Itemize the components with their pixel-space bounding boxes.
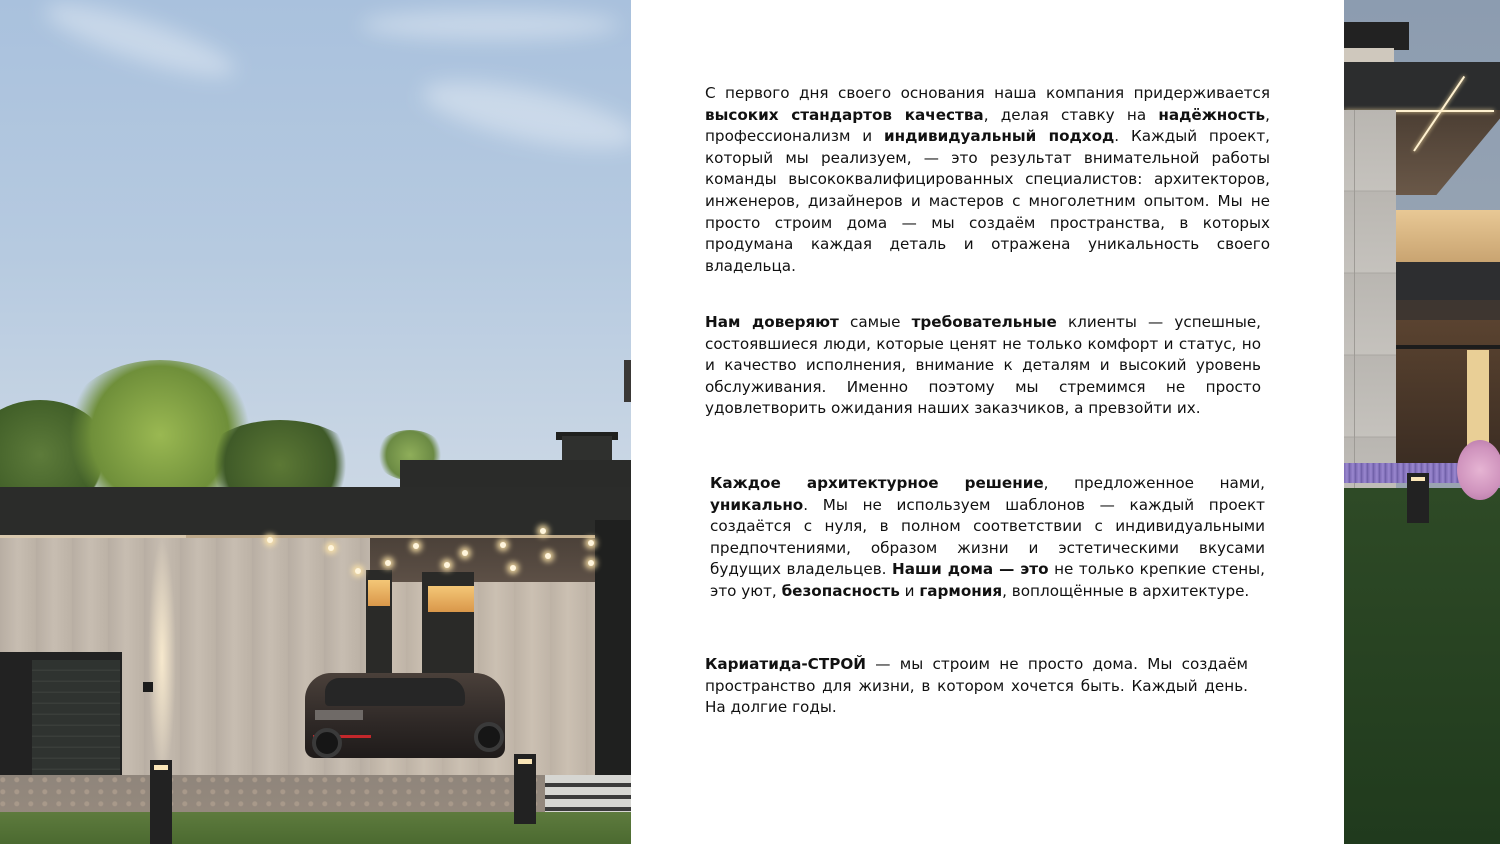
flowering-shrub <box>1457 440 1500 500</box>
roof-soffit <box>1394 110 1500 195</box>
window-light <box>1467 350 1489 450</box>
body-text: не только крепкие стены, это уют, <box>710 560 1265 600</box>
ceiling-light-icon <box>545 553 551 559</box>
body-text: — мы строим не просто дома. Мы создаём пространство для жизни, в котором хочется быть. Каждый день. На долгие годы. <box>705 655 1248 717</box>
emphasis-text: индивидуальный подход <box>883 127 1115 146</box>
balcony-band <box>1396 262 1500 300</box>
body-text: . Каждый проект, который мы реализуем, — это результат внимательной работы команды высококвалифицированных специалистов: архитекторов, инженеров, дизайнеров и мастеров с многолетним опытом. Мы не просто строим дома — мы создаём пространства, в которых продумана каждая деталь и отражена уникальность своего владельца. <box>705 127 1270 275</box>
wall-lamp-icon <box>143 682 153 692</box>
house-photo-left <box>0 0 631 844</box>
body-text: , предложенное нами, <box>1043 474 1265 492</box>
ceiling-light-icon <box>510 565 516 571</box>
wall-light-glow <box>148 538 176 778</box>
chimney-cap <box>1344 22 1409 50</box>
emphasis-text: Нам доверяют <box>705 313 839 331</box>
ceiling-light-icon <box>500 542 506 548</box>
garden-bollard-light <box>514 754 536 824</box>
door-window <box>428 586 474 612</box>
emphasis-text: уникально <box>710 495 804 514</box>
window-mullion <box>1396 345 1500 349</box>
body-text: и <box>899 581 920 600</box>
emphasis-text: гармония <box>919 581 1003 600</box>
paragraph-brand <box>705 654 1248 719</box>
emphasis-text: безопасность <box>781 581 900 600</box>
body-text: , воплощённые в архитектуре. <box>1002 581 1250 600</box>
body-text: , профессионализм и <box>705 105 1270 146</box>
ceiling-light-icon <box>462 550 468 556</box>
paragraph-quality <box>705 83 1270 277</box>
emphasis-text: Наши дома — это <box>892 560 1049 579</box>
ceiling-light-icon <box>540 528 546 534</box>
upper-roof <box>400 460 631 490</box>
car-wheel <box>312 728 342 758</box>
garden-bollard-light <box>150 760 172 844</box>
ceiling-light-icon <box>588 540 594 546</box>
emphasis-text: Каждое архитектурное решение <box>710 474 1044 492</box>
cloud <box>39 0 242 90</box>
ceiling-light-icon <box>267 537 273 543</box>
cantilever-roof <box>1344 62 1500 110</box>
support-column <box>595 520 631 800</box>
garden-bollard-light <box>1407 473 1429 523</box>
flat-roof <box>0 487 631 535</box>
ceiling-light-icon <box>444 562 450 568</box>
emphasis-text: надёжность <box>1158 105 1266 124</box>
body-text: самые <box>838 313 912 331</box>
chimney <box>562 436 612 462</box>
body-text: клиенты — успешные, состоявшиеся люди, которые ценят не только комфорт и статус, но и качество исполнения, внимание к деталям и высокий уровень обслуживания. Именно поэтому мы стремимся не просто удовлетворить ожидания наших заказчиков, а превзойти их. <box>705 313 1262 418</box>
car-rear-window <box>325 678 465 706</box>
emphasis-text: требовательные <box>911 313 1057 331</box>
hedge <box>1344 488 1500 844</box>
upper-window <box>1396 210 1500 262</box>
ceiling-light-icon <box>355 568 361 574</box>
distant-column <box>624 360 631 402</box>
lawn <box>0 812 631 844</box>
door-window <box>368 580 390 606</box>
ceiling-light-icon <box>328 545 334 551</box>
paragraph-architecture <box>710 473 1265 603</box>
body-text: С первого дня своего основания наша компания придерживается <box>705 84 1270 102</box>
emphasis-text: Кариатида-СТРОЙ <box>705 655 866 673</box>
cloud <box>360 10 620 40</box>
balcony-soffit <box>1396 300 1500 320</box>
body-text: , делая ставку на <box>983 105 1159 124</box>
ceiling-light-icon <box>588 560 594 566</box>
ceiling-light-icon <box>413 543 419 549</box>
house-photo-right <box>1344 0 1500 844</box>
cloud <box>417 68 631 163</box>
text-column <box>631 0 1344 844</box>
ceiling-light-icon <box>385 560 391 566</box>
car-wheel <box>474 722 504 752</box>
paragraph-clients <box>705 312 1261 420</box>
entry-steps <box>545 775 631 815</box>
car-badge <box>315 710 363 720</box>
body-text: . Мы не используем шаблонов — каждый проект создаётся с нуля, в полном соответствии с индивидуальными предпочтениями, образом жизни и эстетическими вкусами будущих владельцев. <box>710 495 1265 579</box>
emphasis-text: высоких стандартов качества <box>705 105 984 124</box>
garage-door <box>32 660 120 782</box>
